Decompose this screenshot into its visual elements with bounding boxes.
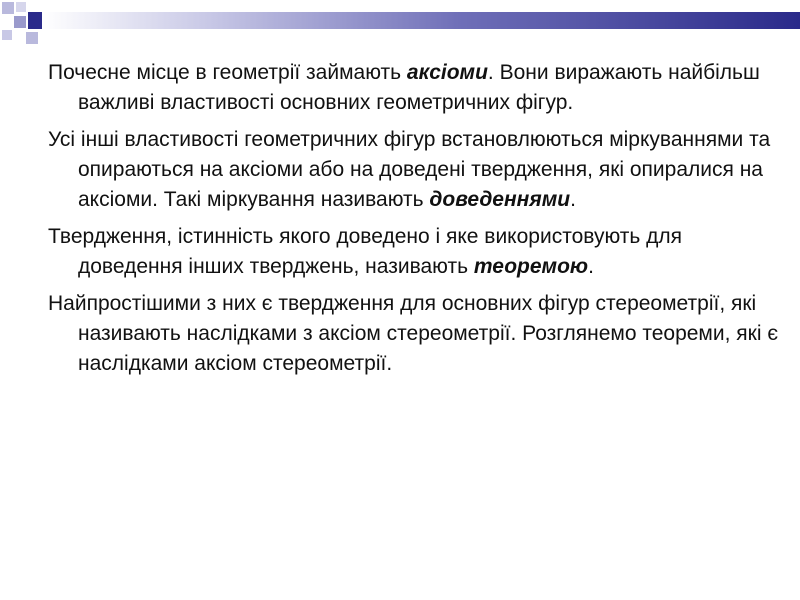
paragraph-text: Найпростішими з них є твердження для основних фігур стереометрії, які називають наслідками з аксіом стереометрії. Розглянемо теореми, які є наслідками аксіом стереометрії. bbox=[48, 292, 779, 375]
paragraph-text: Почесне місце в геометрії займають bbox=[48, 61, 407, 84]
decor-square bbox=[26, 32, 38, 44]
paragraph-text: . bbox=[570, 188, 576, 211]
decor-square bbox=[16, 2, 26, 12]
paragraph-text: . bbox=[588, 255, 594, 278]
paragraph bbox=[48, 58, 783, 118]
term-axioms: аксіоми bbox=[406, 61, 488, 84]
paragraph bbox=[48, 222, 783, 282]
title-decoration bbox=[0, 0, 800, 60]
slide-body bbox=[48, 58, 783, 386]
decor-square bbox=[14, 16, 26, 28]
paragraph-text: . Вони виражають найбільш важливі властивості основних геометричних фігур. bbox=[78, 61, 760, 114]
term-theorem: теоремою bbox=[473, 255, 589, 278]
paragraph bbox=[48, 289, 783, 379]
paragraph-text: Усі інші властивості геометричних фігур встановлюються міркуваннями та опираються на аксіоми або на доведені твердження, які опиралися на аксіоми. Такі міркування називають bbox=[48, 128, 771, 211]
decor-square bbox=[2, 2, 14, 14]
title-bar bbox=[42, 12, 800, 29]
term-proofs: доведеннями bbox=[429, 188, 571, 211]
decor-square bbox=[28, 12, 42, 29]
paragraph-text: Твердження, істинність якого доведено і яке використовують для доведення інших тверджень, називають bbox=[48, 225, 683, 278]
paragraph bbox=[48, 125, 783, 215]
decor-square bbox=[2, 30, 12, 40]
